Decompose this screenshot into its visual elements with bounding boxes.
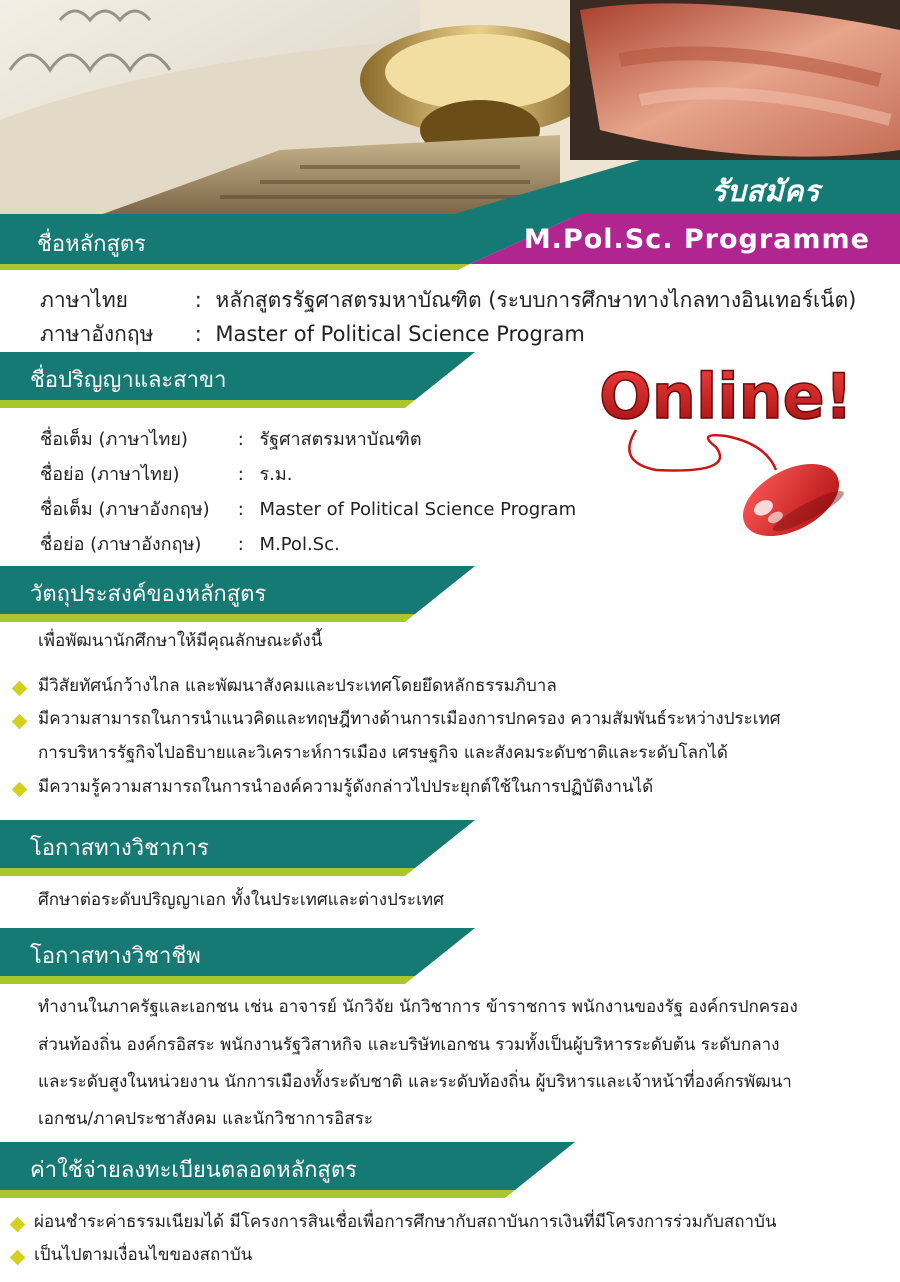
- section-title: โอกาสทางวิชาชีพ: [30, 944, 201, 969]
- section-header-career: [0, 928, 480, 984]
- section-header-degree: [0, 352, 480, 408]
- section-header-academic: [0, 820, 480, 876]
- degree-value: รัฐศาสตรมหาบัณฑิต: [259, 429, 422, 450]
- course-name-english-row: [40, 318, 585, 351]
- section-title: วัตถุประสงค์ของหลักสูตร: [30, 582, 267, 607]
- degree-row: [40, 424, 422, 453]
- objective-item: มีความสามารถในการนำแนวคิดและทฤษฎีทางด้านการเมืองการปกครอง ความสัมพันธ์ระหว่างประเทศ: [38, 709, 781, 729]
- separator: :: [194, 322, 202, 346]
- degree-value: Master of Political Science Program: [259, 499, 577, 520]
- career-line: เอกชน/ภาคประชาสังคม และนักวิชาการอิสระ: [38, 1109, 373, 1129]
- separator: :: [194, 288, 202, 312]
- degree-label: ชื่อเต็ม (ภาษาอังกฤษ): [40, 499, 210, 520]
- mouse-icon: [731, 449, 851, 542]
- online-mouse-graphic: [576, 352, 876, 542]
- section-title: ชื่อปริญญาและสาขา: [30, 368, 227, 393]
- degree-row: [40, 529, 340, 558]
- degree-value: M.Pol.Sc.: [259, 534, 340, 555]
- course-title-heading: ชื่อหลักสูตร: [37, 232, 146, 257]
- objectives-intro: เพื่อพัฒนานักศึกษาให้มีคุณลักษณะดังนี้: [38, 631, 323, 651]
- degree-label: ชื่อย่อ (ภาษาอังกฤษ): [40, 534, 202, 555]
- bullet-icon: [10, 1217, 26, 1233]
- separator: :: [237, 429, 244, 450]
- course-name-value: Master of Political Science Program: [215, 322, 585, 346]
- career-line: ทำงานในภาครัฐและเอกชน เช่น อาจารย์ นักวิจัย นักวิชาการ ข้าราชการ พนักงานของรัฐ องค์กรปกครอง: [38, 997, 798, 1017]
- mouse-cable: [629, 430, 776, 471]
- bullet-icon: [12, 681, 28, 697]
- course-name-label: ภาษาอังกฤษ: [40, 322, 154, 346]
- fee-item: ผ่อนชำระค่าธรรมเนียมได้ มีโครงการสินเชื่อเพื่อการศึกษากับสถาบันการเงินที่มีโครงการร่วมกับสถาบัน: [34, 1212, 777, 1232]
- programme-name: M.Pol.Sc. Programme: [523, 224, 870, 255]
- academic-text: ศึกษาต่อระดับปริญญาเอก ทั้งในประเทศและต่างประเทศ: [38, 890, 444, 910]
- bullet-icon: [10, 1250, 26, 1266]
- separator: :: [237, 499, 244, 520]
- degree-label: ชื่อเต็ม (ภาษาไทย): [40, 429, 188, 450]
- degree-value: ร.ม.: [259, 464, 293, 485]
- career-line: ส่วนท้องถิ่น องค์กรอิสระ พนักงานรัฐวิสาหกิจ และบริษัทเอกชน รวมทั้งเป็นผู้บริหารระดับต้น ระดับกลาง: [38, 1035, 780, 1055]
- course-name-label: ภาษาไทย: [40, 288, 128, 312]
- separator: :: [237, 534, 244, 555]
- objective-item: มีความรู้ความสามารถในการนำองค์ความรู้ดังกล่าวไปประยุกต์ใช้ในการปฏิบัติงานได้: [38, 777, 654, 797]
- course-name-value: หลักสูตรรัฐศาสตรมหาบัณฑิต (ระบบการศึกษาทางไกลทางอินเทอร์เน็ต): [215, 288, 857, 312]
- career-line: และระดับสูงในหน่วยงาน นักการเมืองทั้งระดับชาติ และระดับท้องถิ่น ผู้บริหารและเจ้าหน้าที่องค์กรพัฒนา: [38, 1072, 792, 1092]
- objective-item-continued: การบริหารรัฐกิจไปอธิบายและวิเคราะห์การเมือง เศรษฐกิจ และสังคมระดับชาติและระดับโลกได้: [38, 743, 728, 763]
- section-header-objectives: [0, 566, 480, 622]
- section-title: โอกาสทางวิชาการ: [30, 836, 209, 861]
- apply-heading: รับสมัคร: [711, 174, 820, 208]
- course-name-thai-row: [40, 284, 856, 317]
- online-text: Online!: [599, 360, 853, 433]
- degree-row: [40, 459, 292, 488]
- bullet-icon: [12, 782, 28, 798]
- degree-label: ชื่อย่อ (ภาษาไทย): [40, 464, 180, 485]
- bullet-icon: [12, 714, 28, 730]
- section-header-fees: [0, 1142, 580, 1198]
- section-title: ค่าใช้จ่ายลงทะเบียนตลอดหลักสูตร: [30, 1158, 357, 1183]
- objective-item: มีวิสัยทัศน์กว้างไกล และพัฒนาสังคมและประเทศโดยยึดหลักธรรมภิบาล: [38, 676, 557, 696]
- degree-row: [40, 494, 576, 523]
- fee-item: เป็นไปตามเงื่อนไขของสถาบัน: [34, 1245, 253, 1265]
- separator: :: [237, 464, 244, 485]
